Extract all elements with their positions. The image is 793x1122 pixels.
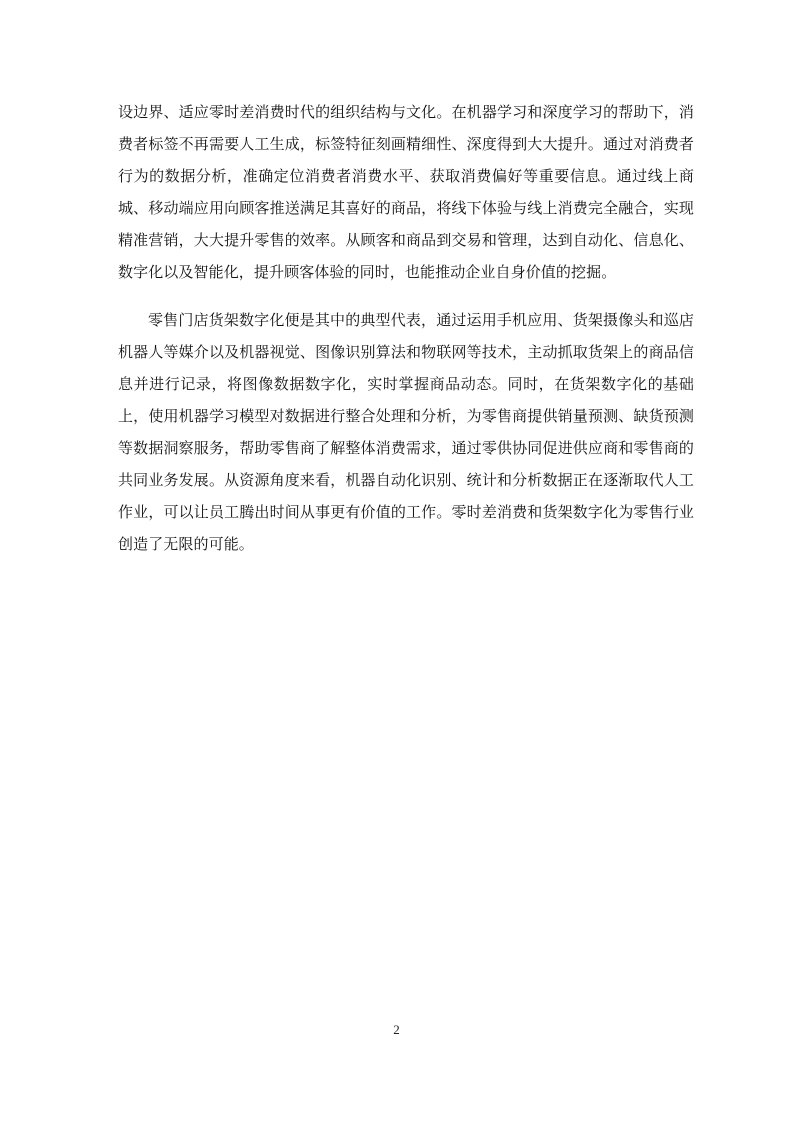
paragraph-shelf-digitization: 零售门店货架数字化便是其中的典型代表，通过运用手机应用、货架摄像头和巡店机器人等媒介以及机器视觉、图像识别算法和物联网等技术，主动抓取货架上的商品信息并进行记录，将图像数据数字化，实时掌握商品动态。同时，在货架数字化的基础上，使用机器学习模型对数据进行整合处理和分析，为零售商提供销量预测、缺货预测等数据洞察服务，帮助零售商了解整体消费需求，通过零供协同促进供应商和零售商的共同业务发展。从资源角度来看，机器自动化识别、统计和分析数据正在逐渐取代人工作业，可以让员工腾出时间从事更有价值的工作。零时差消费和货架数字化为零售行业创造了无限的可能。	[118, 311, 694, 553]
paragraph-continued: 设边界、适应零时差消费时代的组织结构与文化。在机器学习和深度学习的帮助下，消费者标签不再需要人工生成，标签特征刻画精细性、深度得到大大提升。通过对消费者行为的数据分析，准确定位消费者消费水平、获取消费偏好等重要信息。通过线上商城、移动端应用向顾客推送满足其喜好的商品，将线下体验与线上消费完全融合，实现精准营销，大大提升零售的效率。从顾客和商品到交易和管理，达到自动化、信息化、数字化以及智能化，提升顾客体验的同时，也能推动企业自身价值的挖掘。	[118, 103, 694, 281]
page-number: 2	[393, 1022, 400, 1037]
body-text	[118, 96, 694, 560]
